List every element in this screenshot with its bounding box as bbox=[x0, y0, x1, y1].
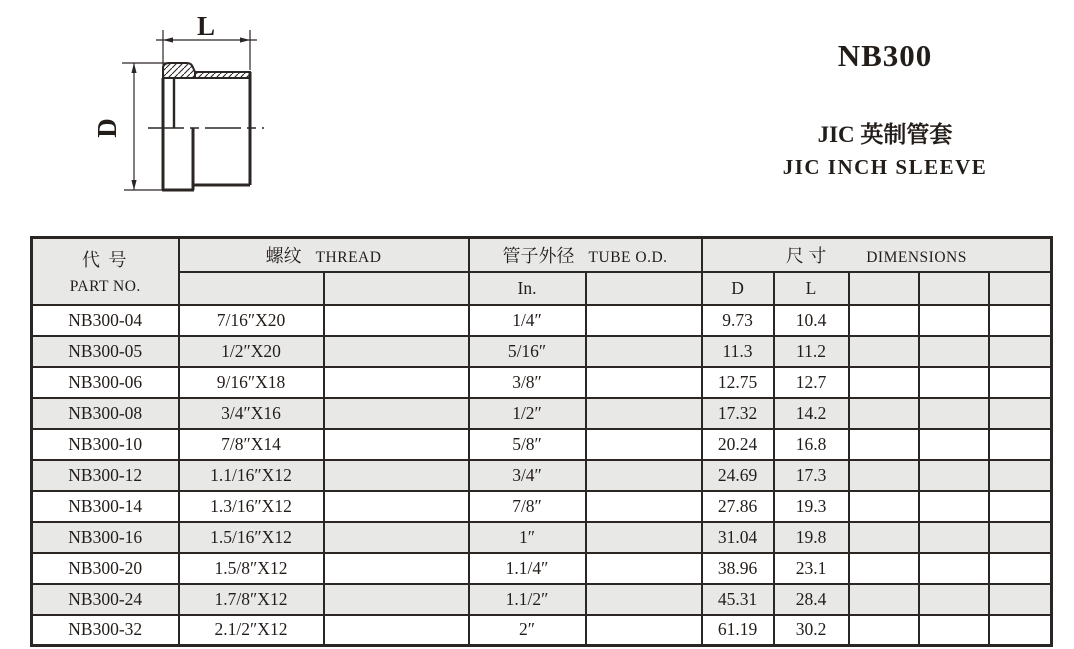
dim-d-cell: 24.69 bbox=[702, 460, 774, 491]
header-dimensions-en: DIMENSIONS bbox=[866, 248, 967, 266]
table-body bbox=[32, 305, 1052, 646]
arrowhead bbox=[131, 180, 136, 190]
table-row bbox=[32, 615, 1052, 646]
header-tube-unit: In. bbox=[469, 272, 586, 305]
header-thread-en: THREAD bbox=[315, 248, 382, 266]
table-row bbox=[32, 367, 1052, 398]
tube-od-cell: 3/4″ bbox=[469, 460, 586, 491]
title-block bbox=[755, 40, 1015, 179]
empty-cell bbox=[324, 584, 469, 615]
empty-cell bbox=[849, 460, 919, 491]
dim-d-cell: 45.31 bbox=[702, 584, 774, 615]
dim-d-cell: 61.19 bbox=[702, 615, 774, 646]
empty-cell bbox=[586, 584, 702, 615]
dim-l-cell: 14.2 bbox=[774, 398, 849, 429]
header-part-no-cn: 代 号 bbox=[82, 250, 129, 271]
empty-cell bbox=[849, 305, 919, 336]
arrowhead bbox=[240, 37, 250, 42]
sleeve-wall-section bbox=[195, 72, 250, 78]
thread-cell: 1.7/8″X12 bbox=[179, 584, 324, 615]
dim-label-length: L bbox=[196, 11, 216, 41]
empty-cell bbox=[919, 522, 989, 553]
empty-cell bbox=[586, 460, 702, 491]
part-no-cell: NB300-20 bbox=[32, 553, 179, 584]
part-no-cell: NB300-04 bbox=[32, 305, 179, 336]
empty-cell bbox=[324, 305, 469, 336]
empty-cell bbox=[919, 460, 989, 491]
empty-cell bbox=[849, 491, 919, 522]
empty-cell bbox=[989, 398, 1052, 429]
dim-l-cell: 12.7 bbox=[774, 367, 849, 398]
tube-od-cell: 2″ bbox=[469, 615, 586, 646]
empty-cell bbox=[849, 553, 919, 584]
empty-cell bbox=[324, 398, 469, 429]
empty-cell bbox=[989, 367, 1052, 398]
thread-cell: 1/2″X20 bbox=[179, 336, 324, 367]
header-dim-sub3 bbox=[849, 272, 919, 305]
table-row bbox=[32, 522, 1052, 553]
part-no-cell: NB300-08 bbox=[32, 398, 179, 429]
header-thread bbox=[179, 238, 469, 272]
part-no-cell: NB300-05 bbox=[32, 336, 179, 367]
tube-od-cell: 1/2″ bbox=[469, 398, 586, 429]
dim-d-cell: 17.32 bbox=[702, 398, 774, 429]
empty-cell bbox=[989, 553, 1052, 584]
part-no-cell: NB300-14 bbox=[32, 491, 179, 522]
arrowhead bbox=[131, 63, 136, 73]
thread-cell: 1.3/16″X12 bbox=[179, 491, 324, 522]
header-part-no-en: PART NO. bbox=[69, 278, 141, 296]
empty-cell bbox=[586, 615, 702, 646]
empty-cell bbox=[586, 429, 702, 460]
thread-cell: 9/16″X18 bbox=[179, 367, 324, 398]
empty-cell bbox=[849, 522, 919, 553]
dim-l-cell: 17.3 bbox=[774, 460, 849, 491]
empty-cell bbox=[324, 336, 469, 367]
dim-l-cell: 30.2 bbox=[774, 615, 849, 646]
dim-d-cell: 9.73 bbox=[702, 305, 774, 336]
empty-cell bbox=[586, 553, 702, 584]
empty-cell bbox=[919, 429, 989, 460]
diameter-dimension bbox=[122, 63, 168, 190]
tube-od-cell: 1″ bbox=[469, 522, 586, 553]
dim-d-cell: 27.86 bbox=[702, 491, 774, 522]
table-row bbox=[32, 584, 1052, 615]
empty-cell bbox=[919, 553, 989, 584]
part-drawing bbox=[88, 8, 288, 213]
header-dim-d: D bbox=[702, 272, 774, 305]
empty-cell bbox=[989, 584, 1052, 615]
table-row bbox=[32, 460, 1052, 491]
table-row bbox=[32, 398, 1052, 429]
thread-cell: 1.1/16″X12 bbox=[179, 460, 324, 491]
empty-cell bbox=[919, 305, 989, 336]
table-row bbox=[32, 305, 1052, 336]
table-row bbox=[32, 429, 1052, 460]
empty-cell bbox=[919, 336, 989, 367]
header-tube-od-en: TUBE O.D. bbox=[588, 248, 668, 266]
header-part-no bbox=[32, 238, 179, 305]
empty-cell bbox=[324, 553, 469, 584]
part-no-cell: NB300-24 bbox=[32, 584, 179, 615]
header-dim-l: L bbox=[774, 272, 849, 305]
empty-cell bbox=[586, 491, 702, 522]
sleeve-outline bbox=[162, 72, 250, 190]
empty-cell bbox=[849, 367, 919, 398]
header-tube-od bbox=[469, 238, 702, 272]
empty-cell bbox=[586, 305, 702, 336]
empty-cell bbox=[919, 615, 989, 646]
header-thread-sub2 bbox=[324, 272, 469, 305]
header-thread-cn: 螺纹 bbox=[265, 245, 302, 266]
empty-cell bbox=[989, 615, 1052, 646]
tube-od-cell: 1.1/2″ bbox=[469, 584, 586, 615]
empty-cell bbox=[324, 491, 469, 522]
thread-cell: 1.5/16″X12 bbox=[179, 522, 324, 553]
part-no-cell: NB300-12 bbox=[32, 460, 179, 491]
header-dim-sub4 bbox=[919, 272, 989, 305]
empty-cell bbox=[586, 398, 702, 429]
empty-cell bbox=[324, 522, 469, 553]
empty-cell bbox=[324, 429, 469, 460]
empty-cell bbox=[919, 491, 989, 522]
dim-l-cell: 28.4 bbox=[774, 584, 849, 615]
empty-cell bbox=[586, 367, 702, 398]
table-header bbox=[32, 238, 1052, 305]
product-name-en: JIC INCH SLEEVE bbox=[782, 155, 988, 179]
thread-cell: 2.1/2″X12 bbox=[179, 615, 324, 646]
thread-cell: 7/8″X14 bbox=[179, 429, 324, 460]
part-no-cell: NB300-10 bbox=[32, 429, 179, 460]
tube-od-cell: 1/4″ bbox=[469, 305, 586, 336]
empty-cell bbox=[586, 522, 702, 553]
part-no-cell: NB300-16 bbox=[32, 522, 179, 553]
dim-d-cell: 12.75 bbox=[702, 367, 774, 398]
model-number: NB300 bbox=[837, 38, 933, 73]
empty-cell bbox=[586, 336, 702, 367]
tube-od-cell: 1.1/4″ bbox=[469, 553, 586, 584]
table-row bbox=[32, 336, 1052, 367]
header-dimensions-cn: 尺 寸 bbox=[785, 245, 827, 266]
table-row bbox=[32, 553, 1052, 584]
header-tube-od-cn: 管子外径 bbox=[502, 245, 575, 266]
empty-cell bbox=[919, 398, 989, 429]
dim-l-cell: 16.8 bbox=[774, 429, 849, 460]
empty-cell bbox=[989, 522, 1052, 553]
empty-cell bbox=[324, 367, 469, 398]
empty-cell bbox=[989, 429, 1052, 460]
dim-d-cell: 31.04 bbox=[702, 522, 774, 553]
dim-d-cell: 20.24 bbox=[702, 429, 774, 460]
table-row bbox=[32, 491, 1052, 522]
dim-l-cell: 10.4 bbox=[774, 305, 849, 336]
dim-d-cell: 38.96 bbox=[702, 553, 774, 584]
empty-cell bbox=[989, 491, 1052, 522]
dim-l-cell: 23.1 bbox=[774, 553, 849, 584]
thread-cell: 1.5/8″X12 bbox=[179, 553, 324, 584]
part-no-cell: NB300-06 bbox=[32, 367, 179, 398]
empty-cell bbox=[989, 305, 1052, 336]
header-dim-sub5 bbox=[989, 272, 1052, 305]
tube-od-cell: 5/16″ bbox=[469, 336, 586, 367]
sleeve-flare-section bbox=[163, 63, 195, 78]
empty-cell bbox=[849, 398, 919, 429]
empty-cell bbox=[849, 615, 919, 646]
empty-cell bbox=[324, 615, 469, 646]
dim-l-cell: 19.8 bbox=[774, 522, 849, 553]
empty-cell bbox=[849, 336, 919, 367]
tube-od-cell: 5/8″ bbox=[469, 429, 586, 460]
empty-cell bbox=[849, 429, 919, 460]
header-thread-sub1 bbox=[179, 272, 324, 305]
header-tube-sub2 bbox=[586, 272, 702, 305]
part-no-cell: NB300-32 bbox=[32, 615, 179, 646]
empty-cell bbox=[324, 460, 469, 491]
tube-od-cell: 7/8″ bbox=[469, 491, 586, 522]
tube-od-cell: 3/8″ bbox=[469, 367, 586, 398]
arrowhead bbox=[163, 37, 173, 42]
dim-l-cell: 11.2 bbox=[774, 336, 849, 367]
dim-l-cell: 19.3 bbox=[774, 491, 849, 522]
spec-table bbox=[30, 236, 1053, 647]
empty-cell bbox=[849, 584, 919, 615]
thread-cell: 3/4″X16 bbox=[179, 398, 324, 429]
empty-cell bbox=[989, 336, 1052, 367]
empty-cell bbox=[989, 460, 1052, 491]
dim-label-diameter: D bbox=[92, 118, 122, 138]
product-name-cn: JIC 英制管套 bbox=[817, 122, 953, 147]
header-dimensions bbox=[702, 238, 1052, 272]
dim-d-cell: 11.3 bbox=[702, 336, 774, 367]
empty-cell bbox=[919, 584, 989, 615]
empty-cell bbox=[919, 367, 989, 398]
thread-cell: 7/16″X20 bbox=[179, 305, 324, 336]
